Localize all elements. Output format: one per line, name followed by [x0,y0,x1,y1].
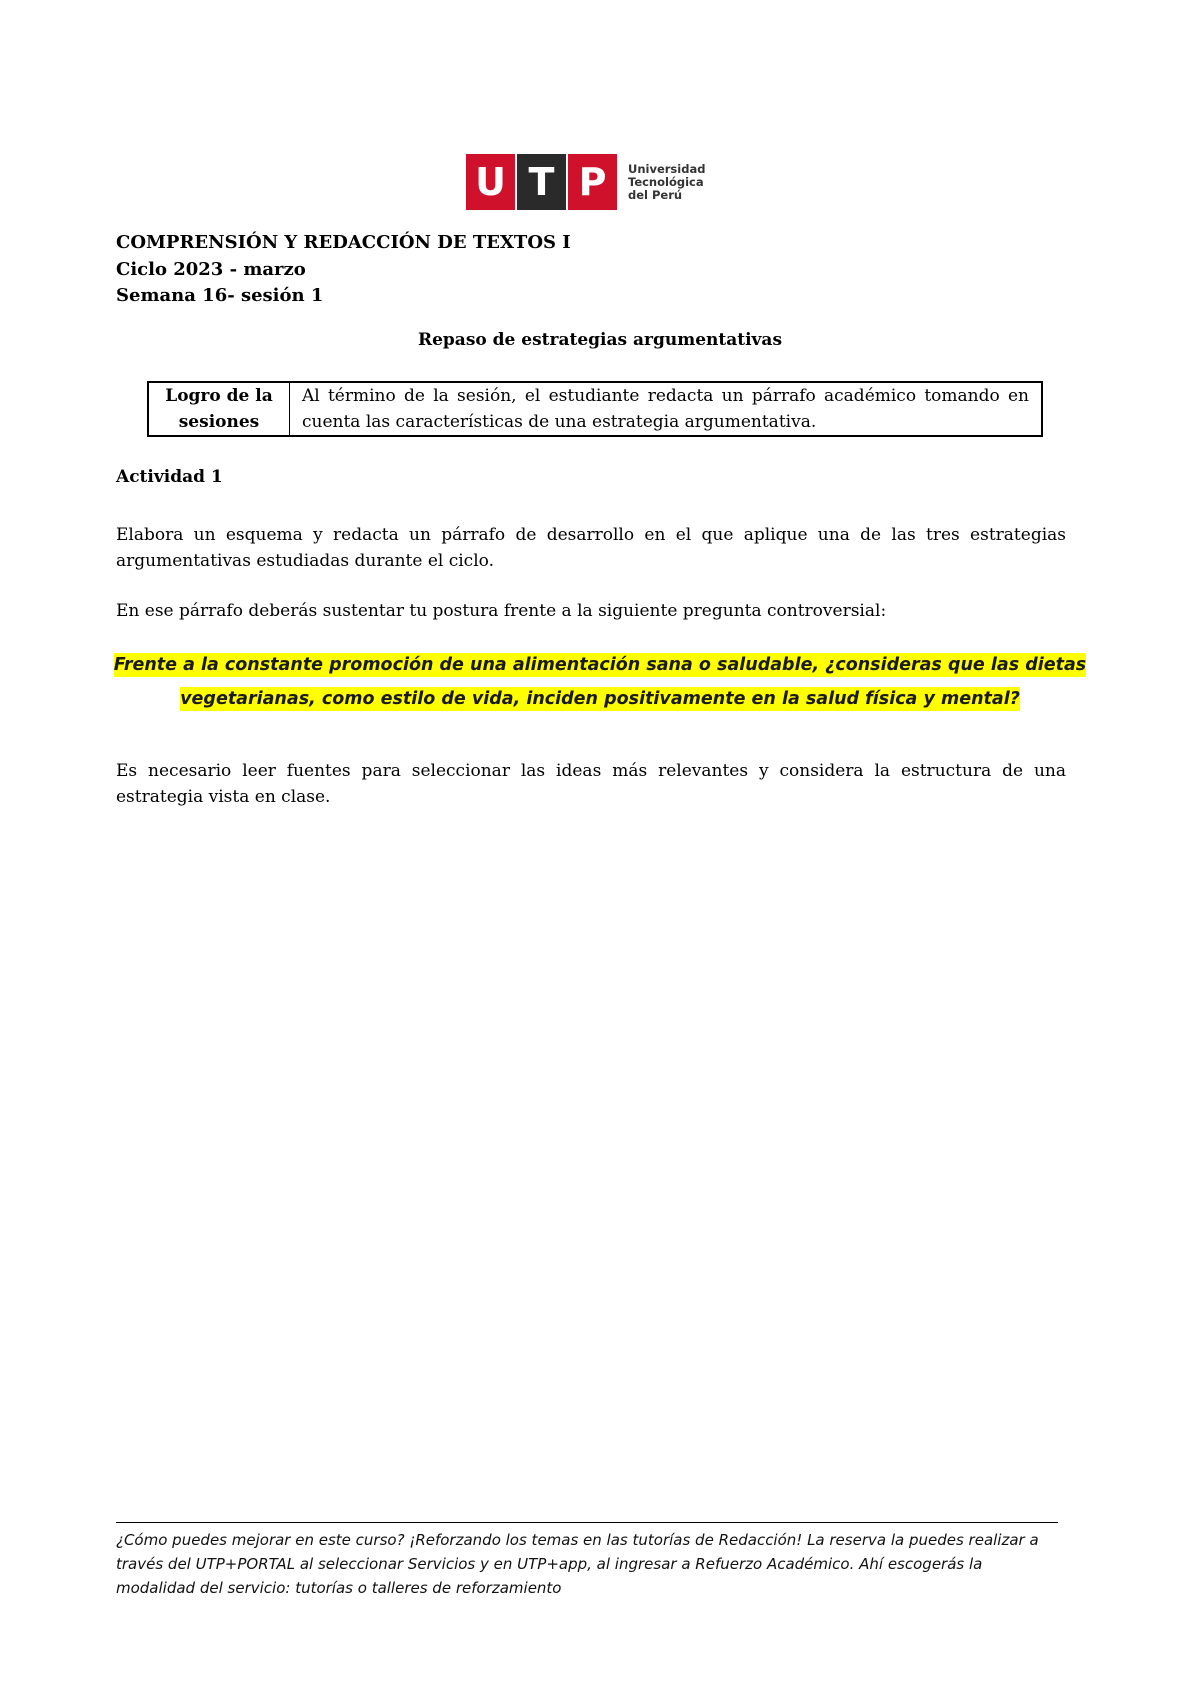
page-title: Repaso de estrategias argumentativas [417,330,783,350]
goal-label-line-1: Logro de la [165,386,273,406]
logo-letter-u: U [466,154,515,210]
goal-label-line-2: sesiones [178,412,260,432]
question-line-2: vegetarianas, como estilo de vida, inciden positivamente en la salud física y mental? [180,689,1020,709]
footer-note: ¿Cómo puedes mejorar en este curso? ¡Reforzando los temas en las tutorías de Redacción! La reserva la puedes realizar a través del UTP+PORTAL al seleccionar Servicios y en UTP+app, al ingresar a Refuerzo Académico. Ahí escogerás la modalidad del servicio: tutorías o talleres de reforzamiento [116,1531,1039,1597]
activity-instruction: Elabora un esquema y redacta un párrafo de desarrollo en el que aplique una de las tres estrategias argumentativas estudiadas durante el ciclo. [116,525,1066,571]
logo-line-1: Universidad [628,161,706,176]
logo-wordmark [628,163,705,202]
session-goal-table [147,381,1043,437]
document-header [116,230,571,310]
question-line-1: Frente a la constante promoción de una alimentación sana o saludable, ¿consideras que las dietas [113,655,1087,675]
logo-letter-p: P [568,154,617,210]
activity-heading: Actividad 1 [116,467,223,487]
logo-line-2: Tecnológica [628,174,704,189]
cycle-label: Ciclo 2023 - marzo [116,258,306,280]
utp-logo [466,154,705,210]
logo-letter-t: T [517,154,566,210]
logo-line-3: del Perú [628,187,683,202]
sources-note: Es necesario leer fuentes para seleccionar las ideas más relevantes y considera la estructura de una estrategia vista en clase. [116,761,1066,807]
controversial-question [0,648,1200,716]
course-title: COMPRENSIÓN Y REDACCIÓN DE TEXTOS I [116,232,571,253]
week-label: Semana 16- sesión 1 [116,285,324,306]
goal-text-cell: Al término de la sesión, el estudiante redacta un párrafo académico tomando en cuenta las características de una estrategia argumentativa. [290,382,1043,436]
prompt-intro: En ese párrafo deberás sustentar tu postura frente a la siguiente pregunta controversial: [116,601,887,621]
footer-divider [116,1522,1058,1523]
goal-label-cell [148,382,290,436]
